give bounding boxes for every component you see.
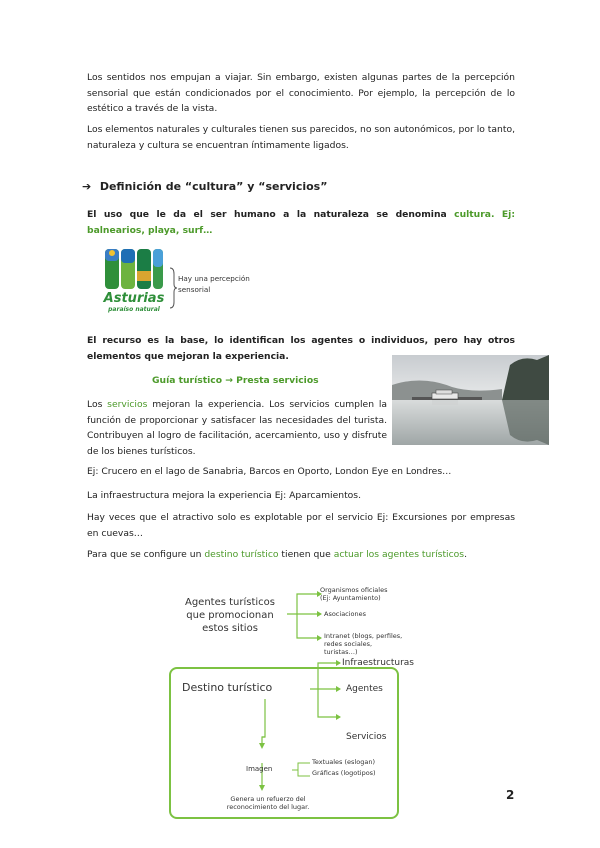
destination-image-node: Imagen <box>246 765 273 773</box>
destination-end: . <box>464 549 467 560</box>
section-heading <box>82 180 327 193</box>
agents-item-intranet-line1: Intranet (blogs, perfiles, <box>324 632 403 640</box>
image-type-textual: Textuales (eslogan) <box>312 758 375 766</box>
page-number: 2 <box>506 788 515 802</box>
paragraph-nature-culture: Los elementos naturales y culturales tienen sus parecidos, no son autonómicos, por lo tanto, naturaleza y cultura se encuentran íntimamente ligados. <box>87 124 515 151</box>
logo-brand-text: Asturias <box>103 291 165 306</box>
sensory-note-line1: Hay una percepción <box>178 274 250 283</box>
arrow-right-icon: ➔ <box>82 180 92 193</box>
agents-item-intranet-line3: turistas…) <box>324 648 358 656</box>
destination-item-agents: Agentes <box>346 684 383 694</box>
paragraph-destination <box>87 547 515 563</box>
lake-photo-graphic <box>392 355 549 445</box>
destination-lead: Para que se configure un <box>87 549 205 560</box>
destination-item-infrastructure: Infraestructuras <box>342 658 414 668</box>
asturias-logo <box>103 245 165 317</box>
destination-highlight-2: actuar los agentes turísticos <box>333 549 465 560</box>
agents-title-line1: Agentes turísticos <box>184 597 276 608</box>
destination-diagram-title: Destino turístico <box>182 681 273 694</box>
curly-brace-icon <box>168 266 178 310</box>
paragraph-senses: Los sentidos nos empujan a viajar. Sin embargo, existen algunas partes de la percepción sensorial que están condicionados por el conocimiento. Por ejemplo, la percepción de lo estético a través de la vista. <box>87 72 515 114</box>
agents-item-official <box>320 586 387 602</box>
lake-photo <box>392 355 549 445</box>
paragraph-attractive: Hay veces que el atractivo solo es explotable por el servicio Ej: Excursiones por empresas en cuevas… <box>87 512 515 539</box>
paragraph-resource: El recurso es la base, lo identifican los agentes o individuos, pero hay otros elementos que mejoran la experiencia. <box>87 335 515 362</box>
agents-title-line3: estos sitios <box>202 623 258 634</box>
services-rest: mejoran la experiencia. Los servicios cumplen la función de proporcionar y satisfacer las necesidades del turista. Contribuyen al logro de facilitación, acercamiento, uso y disfrute de los bienes turísticos. <box>87 399 387 457</box>
guide-services: Guía turístico → Presta servicios <box>152 375 319 386</box>
agents-item-associations: Asociaciones <box>324 610 367 618</box>
culture-highlight: cultura. Ej: balnearios, playa, surf… <box>87 209 515 236</box>
destination-highlight-1: destino turístico <box>204 549 279 560</box>
destination-result-line2: reconocimiento del lugar. <box>226 803 310 811</box>
image-branch-connectors <box>292 760 312 782</box>
agents-diagram-title <box>170 596 290 635</box>
services-highlight: servicios <box>107 399 148 410</box>
destination-item-services: Servicios <box>346 732 387 742</box>
paragraph-examples: Ej: Crucero en el lago de Sanabria, Barcos en Oporto, London Eye en Londres… <box>87 466 452 477</box>
destination-mid: tienen que <box>278 549 334 560</box>
paragraph-services <box>87 397 387 459</box>
paragraph-infrastructure: La infraestructura mejora la experiencia Ej: Aparcamientos. <box>87 490 361 501</box>
agents-title-line2: que promocionan <box>186 610 274 621</box>
logo-tagline: paraíso natural <box>108 306 160 313</box>
agents-diagram-connectors <box>285 588 325 648</box>
agents-item-official-line2: (Ej: Ayuntamiento) <box>320 594 381 602</box>
image-types <box>312 757 376 779</box>
sensory-note-line2: sensorial <box>178 285 211 294</box>
image-type-graphic: Gráficas (logotipos) <box>312 769 376 777</box>
services-lead: Los <box>87 399 108 410</box>
destination-result-line1: Genera un refuerzo del <box>230 795 306 803</box>
destination-result <box>218 795 318 811</box>
destination-diagram-connectors <box>170 655 350 805</box>
culture-lead: El uso que le da el ser humano a la naturaleza se denomina <box>87 209 455 220</box>
agents-item-intranet-line2: redes sociales, <box>324 640 373 648</box>
section-heading-text: Definición de “cultura” y “servicios” <box>99 180 328 193</box>
paragraph-culture <box>87 207 515 238</box>
agents-item-intranet <box>324 632 402 656</box>
sensory-note <box>178 273 250 295</box>
agents-item-official-line1: Organismos oficiales <box>320 586 388 594</box>
